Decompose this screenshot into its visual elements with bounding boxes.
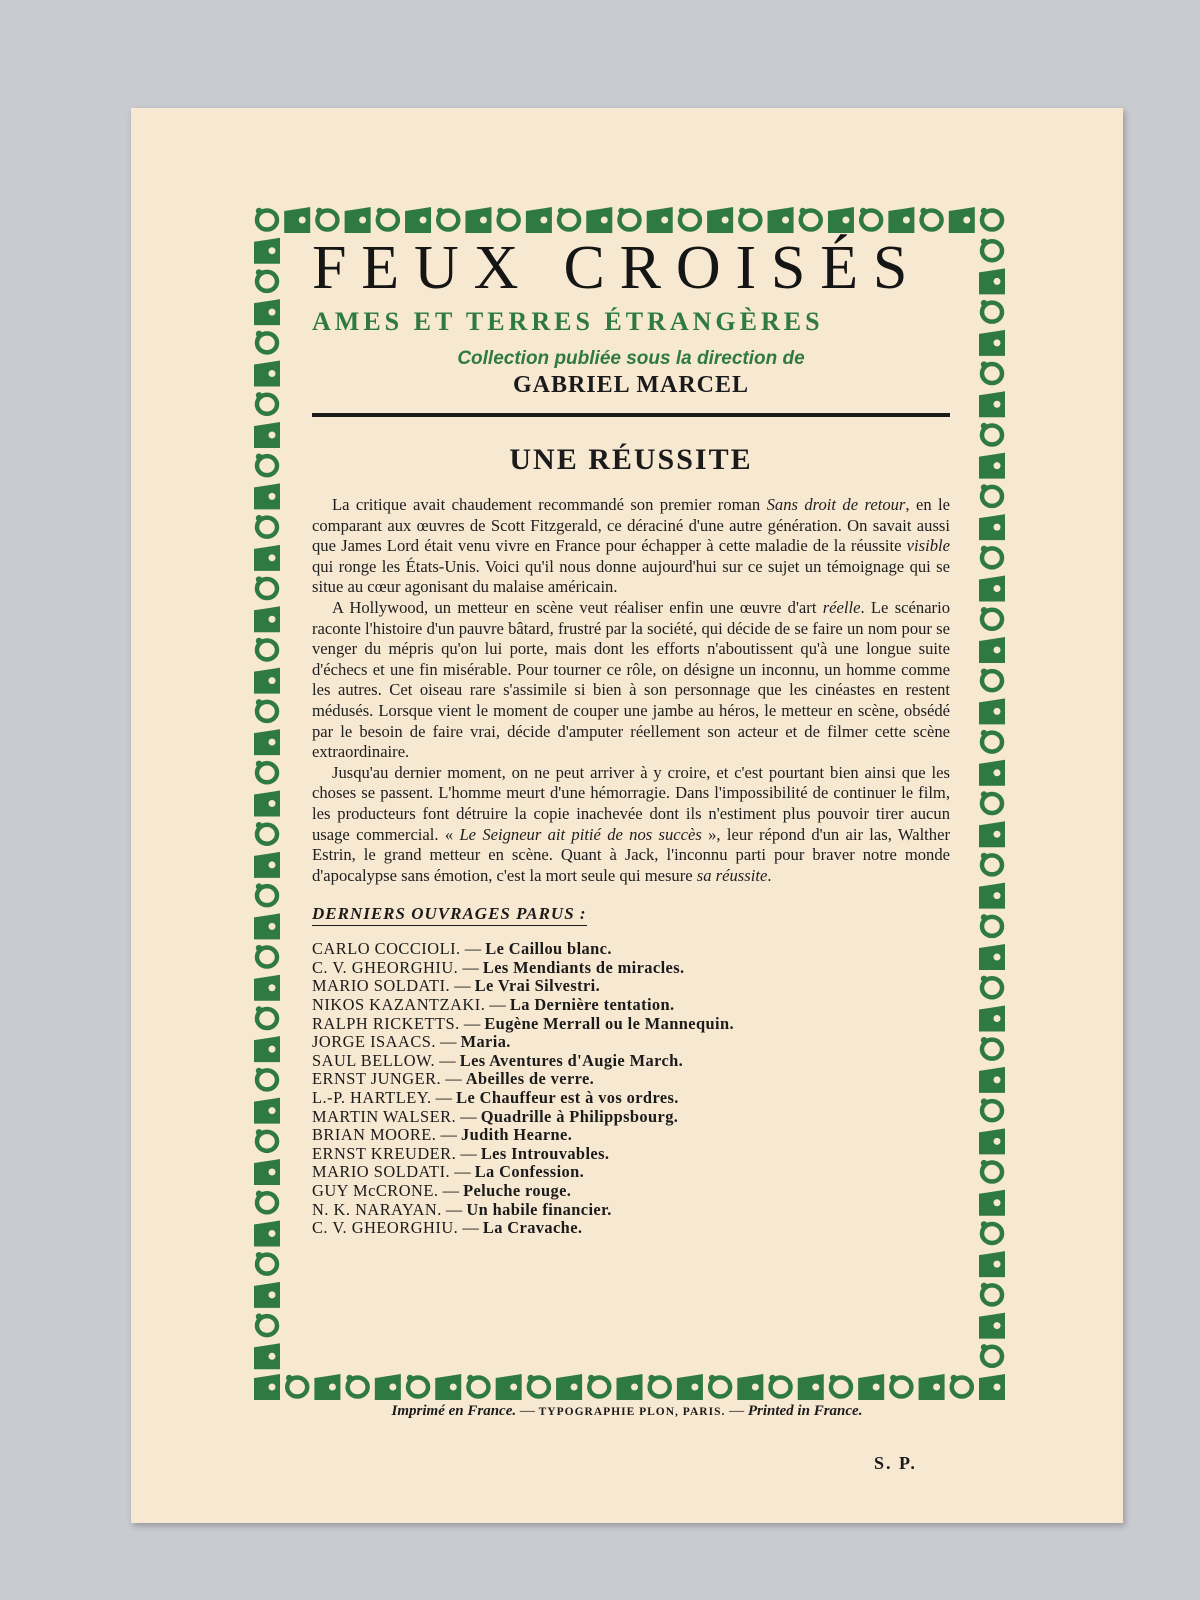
- recent-book-separator: —: [456, 1143, 481, 1163]
- recent-book-title: La Dernière tentation.: [509, 995, 675, 1015]
- blurb-italic-text: visible: [906, 536, 950, 556]
- blurb-text: qui ronge les États-Unis. Voici qu'il nous donne aujourd'hui sur ce sujet un témoignage qui se situe au cœur agonisant du malaise américain.: [312, 556, 950, 597]
- recent-book-author: BRIAN MOORE.: [312, 1125, 437, 1145]
- blurb-text: », leur répond d'un air las, Walther Estrin, le grand metteur en scène. Quant à Jack, l'inconnu parti pour braver notre monde d'apocalypse sans émotion, c'est la mort seule qui mesure: [312, 824, 950, 885]
- recent-book-separator: —: [458, 1218, 483, 1238]
- book-title: UNE RÉUSSITE: [509, 443, 753, 476]
- recent-book-separator: —: [436, 1032, 461, 1052]
- recent-book-separator: —: [456, 1106, 481, 1126]
- blurb-italic-text: Le Seigneur ait pitié de nos succès: [459, 824, 702, 844]
- recent-book-author: N. K. NARAYAN.: [312, 1199, 442, 1219]
- recent-book-title: Judith Hearne.: [460, 1125, 573, 1145]
- director-name: GABRIEL MARCEL: [512, 372, 750, 398]
- recent-book-author: MARIO SOLDATI.: [312, 976, 451, 996]
- recent-book-separator: —: [441, 1069, 466, 1089]
- collection-line: Collection publiée sous la direction de: [457, 348, 805, 369]
- recent-books-list: [312, 940, 950, 1238]
- recent-books-heading: DERNIERS OUVRAGES PARUS :: [312, 904, 587, 926]
- recent-book-author: GUY McCRONE.: [312, 1181, 439, 1200]
- blurb-italic-text: sa réussite: [696, 865, 768, 885]
- blurb-italic-text: Sans droit de retour: [766, 495, 906, 514]
- recent-book-item: [312, 1015, 950, 1034]
- recent-book-author: MARTIN WALSER.: [312, 1106, 457, 1126]
- recent-book-separator: —: [441, 1199, 467, 1219]
- recent-book-title: Le Vrai Silvestri.: [474, 976, 601, 996]
- recent-book-author: L.-P. HARTLEY.: [312, 1088, 432, 1108]
- blurb-text: . Le scénario raconte l'histoire d'un pauvre bâtard, frustré par la société, qui décide de se faire un nom pour se venger du mépris qu'on lui porte, mais dont les efforts n'aboutissent qu'à une longue suite d'échecs et une fin misérable. Pour tourner ce rôle, on désigne un inconnu, un homme comme les autres. Cet oiseau rare s'assimile si bien à son personnage que les cinéastes en restent médusés. Lorsque vient le moment de couper une jambe au héros, le metteur en scène, obsédé par le besoin de faire vrai, décide d'amputer réellement son acteur et de filmer cette scène extraordinaire.: [312, 597, 950, 762]
- cover-content: [312, 232, 950, 1362]
- recent-book-title: Le Chauffeur est à vos ordres.: [456, 1088, 679, 1108]
- recent-book-author: C. V. GHEORGHIU.: [312, 957, 459, 977]
- recent-book-item: [312, 1182, 950, 1201]
- divider-rule: [312, 413, 950, 417]
- series-title: FEUX CROISÉS: [312, 234, 923, 302]
- recent-book-item: [312, 1201, 950, 1220]
- imprint-dash-2: —: [725, 1403, 748, 1419]
- recent-book-title: Maria.: [460, 1032, 511, 1052]
- blurb-text: A Hollywood, un metteur en scène veut réaliser enfin une œuvre d'art: [332, 597, 823, 617]
- recent-book-separator: —: [431, 1088, 457, 1108]
- recent-book-title: Le Caillou blanc.: [485, 939, 612, 959]
- blurb-text: .: [767, 865, 772, 885]
- blurb-text: , en le comparant aux œuvres de Scott Fitzgerald, ce déraciné d'une autre génération. On savait aussi que James Lord était venu vivre en France pour échapper à cette maladie de la réussite: [312, 495, 950, 556]
- recent-book-author: MARIO SOLDATI.: [312, 1162, 451, 1182]
- recent-book-item: [312, 1033, 950, 1052]
- recent-book-item: [312, 1126, 950, 1145]
- recent-book-title: Les Aventures d'Augie March.: [459, 1050, 684, 1070]
- recent-book-title: Les Mendiants de miracles.: [482, 957, 685, 977]
- recent-book-author: NIKOS KAZANTZAKI.: [312, 995, 486, 1015]
- imprint-line: [312, 1403, 942, 1420]
- imprint-right: Printed in France.: [747, 1403, 863, 1419]
- series-subtitle: AMES ET TERRES ÉTRANGÈRES: [312, 307, 824, 336]
- recent-book-author: JORGE ISAACS.: [312, 1032, 436, 1052]
- recent-book-author: RALPH RICKETTS.: [312, 1013, 460, 1033]
- recent-book-item: [312, 959, 950, 978]
- blurb-paragraph: [312, 495, 950, 598]
- corner-mark: S. P.: [874, 1453, 917, 1473]
- blurb-paragraph: [312, 598, 950, 763]
- blurb-italic-text: réelle: [822, 597, 861, 617]
- blurb-paragraph: [312, 763, 950, 887]
- recent-book-item: [312, 996, 950, 1015]
- recent-book-author: ERNST JUNGER.: [312, 1069, 442, 1089]
- recent-book-separator: —: [459, 1013, 485, 1033]
- recent-book-title: Peluche rouge.: [463, 1181, 572, 1200]
- recent-book-item: [312, 1070, 950, 1089]
- recent-book-item: [312, 977, 950, 996]
- book-blurb: [312, 495, 950, 886]
- recent-book-title: Un habile financier.: [466, 1199, 612, 1219]
- recent-book-item: [312, 1145, 950, 1164]
- imprint-left: Imprimé en France.: [391, 1403, 517, 1419]
- recent-book-author: CARLO COCCIOLI.: [312, 939, 461, 959]
- recent-book-author: SAUL BELLOW.: [312, 1050, 436, 1070]
- recent-book-item: [312, 1219, 950, 1238]
- recent-book-separator: —: [436, 1125, 461, 1145]
- imprint-printer: TYPOGRAPHIE PLON, PARIS.: [538, 1406, 726, 1418]
- recent-book-separator: —: [438, 1181, 464, 1200]
- recent-book-separator: —: [435, 1050, 460, 1070]
- recent-book-title: Les Introuvables.: [480, 1143, 610, 1163]
- recent-book-item: [312, 940, 950, 959]
- recent-book-title: La Cravache.: [482, 1218, 583, 1238]
- recent-book-title: Eugène Merrall ou le Mannequin.: [484, 1013, 734, 1033]
- recent-book-item: [312, 1163, 950, 1182]
- blurb-text: Jusqu'au dernier moment, on ne peut arriver à y croire, et c'est pourtant bien ainsi que les choses se passent. L'homme meurt d'une hémorragie. Dans l'impossibilité de continuer le film, les producteurs font détruire la copie inachevée dont ils n'estiment plus pouvoir tirer aucun usage commercial. «: [312, 762, 950, 844]
- recent-book-title: La Confession.: [474, 1162, 585, 1182]
- recent-book-separator: —: [450, 976, 475, 996]
- recent-book-separator: —: [450, 1162, 475, 1182]
- imprint-dash-1: —: [516, 1403, 539, 1419]
- recent-book-author: C. V. GHEORGHIU.: [312, 1218, 459, 1238]
- recent-book-title: Quadrille à Philippsbourg.: [480, 1106, 679, 1126]
- recent-book-item: [312, 1052, 950, 1071]
- recent-book-item: [312, 1108, 950, 1127]
- recent-book-separator: —: [460, 939, 486, 959]
- blurb-text: La critique avait chaudement recommandé son premier roman: [332, 495, 767, 514]
- recent-book-item: [312, 1089, 950, 1108]
- recent-book-title: Abeilles de verre.: [465, 1069, 595, 1089]
- recent-book-author: ERNST KREUDER.: [312, 1143, 457, 1163]
- recent-book-separator: —: [485, 995, 510, 1015]
- recent-book-separator: —: [458, 957, 483, 977]
